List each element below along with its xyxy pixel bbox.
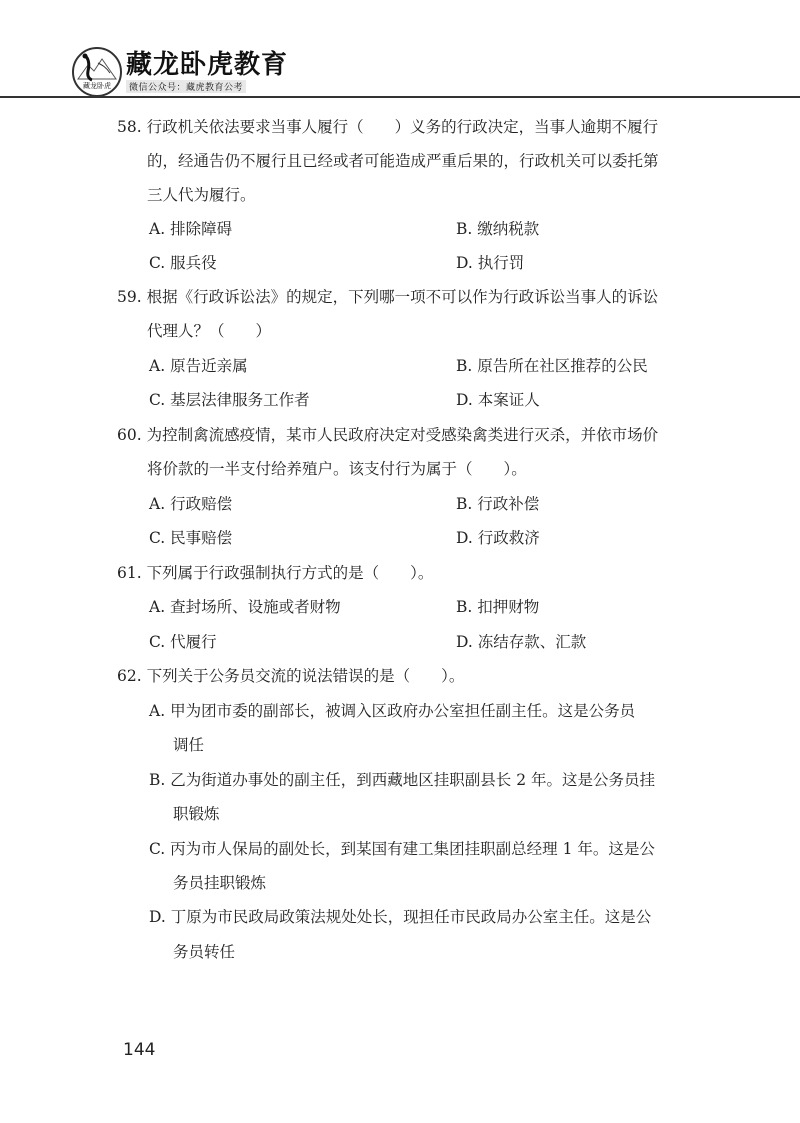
option-59-a [149, 356, 248, 376]
option-62-a-line-1 [149, 701, 635, 721]
option-label: B. [456, 220, 473, 238]
question-59-line-2: 代理人？（ ） [147, 322, 272, 340]
option-text: 基层法律服务工作者 [170, 391, 310, 409]
question-58-line-2: 的，经通告仍不履行且已经或者可能造成严重后果的，行政机关可以委托第 [147, 152, 659, 170]
option-text: 原告近亲属 [170, 357, 248, 375]
option-text: 甲为团市委的副部长，被调入区政府办公室担任副主任。这是公务员 [170, 702, 636, 720]
option-61-b [456, 597, 539, 617]
option-label: C. [149, 529, 166, 547]
option-label: C. [149, 254, 166, 272]
option-59-b [456, 356, 648, 376]
option-text: 执行罚 [477, 254, 525, 272]
option-text: 行政救济 [477, 529, 540, 547]
question-58-line-1 [117, 117, 658, 137]
question-60-line-1 [117, 425, 658, 445]
question-60-line-2: 将价款的一半支付给养殖户。该支付行为属于（ ）。 [147, 460, 527, 478]
option-text: 缴纳税款 [477, 220, 540, 238]
question-61-line-1 [117, 563, 433, 583]
question-text: 下列属于行政强制执行方式的是（ ）。 [146, 564, 434, 582]
question-text: 为控制禽流感疫情，某市人民政府决定对受感染禽类进行灭杀，并依市场价 [146, 426, 659, 444]
option-62-c-line-2: 务员挂职锻炼 [173, 874, 267, 892]
option-label: A. [149, 220, 166, 238]
option-text: 丙为市人保局的副处长，到某国有建工集团挂职副总经理 1 年。这是公 [170, 840, 655, 858]
option-text: 行政赔偿 [170, 495, 233, 513]
option-label: C. [149, 633, 166, 651]
option-60-d [456, 528, 540, 548]
option-62-b-line-1 [149, 770, 655, 790]
option-text: 扣押财物 [477, 598, 540, 616]
question-58-line-3: 三人代为履行。 [147, 186, 256, 204]
brand-logo [72, 47, 122, 97]
option-text: 行政补偿 [477, 495, 540, 513]
option-label: B. [456, 598, 473, 616]
question-text: 下列关于公务员交流的说法错误的是（ ）。 [146, 667, 465, 685]
option-label: D. [456, 391, 473, 409]
option-label: D. [456, 633, 473, 651]
header-divider [0, 96, 800, 98]
option-62-b-line-2: 职锻炼 [173, 805, 220, 823]
option-59-c [149, 390, 310, 410]
option-text: 本案证人 [477, 391, 540, 409]
question-number: 61. [117, 564, 142, 582]
option-62-d-line-2: 务员转任 [173, 943, 236, 961]
brand-subtitle: 微信公众号：藏虎教育公考 [126, 80, 246, 93]
option-58-b [456, 219, 539, 239]
option-60-a [149, 494, 232, 514]
question-text: 行政机关依法要求当事人履行（ ）义务的行政决定，当事人逾期不履行 [146, 118, 659, 136]
option-label: A. [149, 357, 166, 375]
option-62-c-line-1 [149, 839, 655, 859]
option-62-d-line-1 [149, 907, 651, 927]
option-label: A. [149, 702, 166, 720]
page-number: 144 [123, 1040, 156, 1060]
option-label: C. [149, 840, 166, 858]
option-label: B. [149, 771, 166, 789]
question-number: 59. [117, 288, 142, 306]
option-text: 原告所在社区推荐的公民 [477, 357, 648, 375]
question-number: 58. [117, 118, 142, 136]
option-61-a [149, 597, 341, 617]
option-58-c [149, 253, 217, 273]
question-62-line-1 [117, 666, 464, 686]
question-text: 根据《行政诉讼法》的规定，下列哪一项不可以作为行政诉讼当事人的诉讼 [146, 288, 659, 306]
option-58-d [456, 253, 524, 273]
option-61-c [149, 632, 217, 652]
brand-title: 藏龙卧虎教育 [126, 50, 289, 80]
option-text: 服兵役 [170, 254, 217, 272]
option-label: B. [456, 495, 473, 513]
question-number: 62. [117, 667, 142, 685]
option-text: 民事赔偿 [170, 529, 233, 547]
option-label: D. [149, 908, 166, 926]
option-text: 冻结存款、汇款 [477, 633, 587, 651]
option-58-a [149, 219, 232, 239]
option-59-d [456, 390, 540, 410]
option-label: D. [456, 529, 473, 547]
option-label: B. [456, 357, 473, 375]
option-text: 查封场所、设施或者财物 [170, 598, 341, 616]
logo-text: 藏龙卧虎 [83, 82, 111, 90]
option-label: C. [149, 391, 166, 409]
option-text: 代履行 [170, 633, 217, 651]
option-label: A. [149, 598, 166, 616]
question-59-line-1 [117, 287, 658, 307]
option-text: 乙为街道办事处的副主任，到西藏地区挂职副县长 2 年。这是公务员挂 [170, 771, 655, 789]
page-header [0, 0, 800, 100]
option-61-d [456, 632, 586, 652]
option-text: 排除障碍 [170, 220, 233, 238]
question-number: 60. [117, 426, 142, 444]
option-text: 丁原为市民政局政策法规处处长，现担任市民政局办公室主任。这是公 [170, 908, 652, 926]
option-label: A. [149, 495, 166, 513]
option-62-a-line-2: 调任 [173, 736, 205, 754]
option-60-b [456, 494, 539, 514]
option-label: D. [456, 254, 473, 272]
option-60-c [149, 528, 232, 548]
